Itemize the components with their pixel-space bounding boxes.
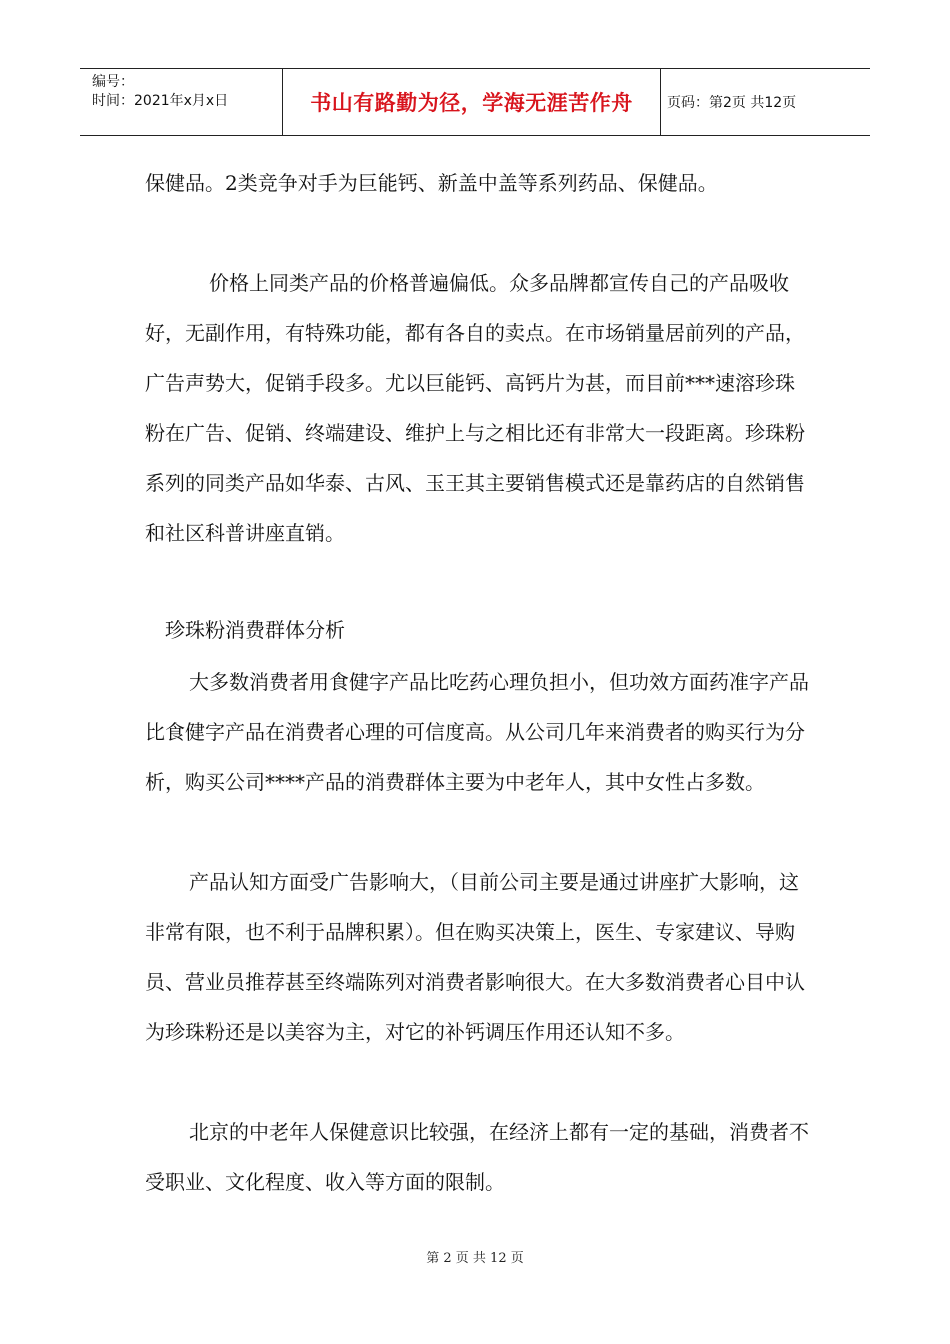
document-time-label: 时间：2021年x月x日 (92, 93, 229, 109)
header-table (80, 68, 870, 136)
header-page-info: 页码：第2页 共12页 (667, 95, 797, 111)
body-paragraph-2: 价格上同类产品的价格普遍偏低。众多品牌都宣传自己的产品吸收好，无副作用，有特殊功能，都有各自的卖点。在市场销量居前列的产品，广告声势大，促销手段多。尤以巨能钙、高钙片为甚，而目前***速溶珍珠粉在广告、促销、终端建设、维护上与之相比还有非常大一段距离。珍珠粉系列的同类产品如华泰、古风、玉王其主要销售模式还是靠药店的自然销售和社区科普讲座直销。 (145, 271, 805, 545)
body-paragraph-4: 产品认知方面受广告影响大，（目前公司主要是通过讲座扩大影响，这非常有限，也不利于品牌积累）。但在购买决策上，医生、专家建议、导购员、营业员推荐甚至终端陈列对消费者影响很大。在大多数消费者心目中认为珍珠粉还是以美容为主，对它的补钙调压作用还认知不多。 (145, 870, 805, 1044)
page-footer: 第 2 页 共 12 页 (426, 1251, 524, 1266)
body-paragraph-5: 北京的中老年人保健意识比较强，在经济上都有一定的基础，消费者不受职业、文化程度、收入等方面的限制。 (145, 1120, 809, 1194)
body-paragraph-1: 保健品。2类竞争对手为巨能钙、新盖中盖等系列药品、保健品。 (145, 171, 718, 195)
document-number-label: 编号： (92, 74, 134, 90)
header-meta-cell (80, 69, 283, 135)
section-title: 珍珠粉消费群体分析 (165, 618, 345, 642)
body-paragraph-3: 大多数消费者用食健字产品比吃药心理负担小，但功效方面药准字产品比食健字产品在消费者心理的可信度高。从公司几年来消费者的购买行为分析，购买公司****产品的消费群体主要为中老年人，其中女性占多数。 (145, 670, 809, 794)
header-motto: 书山有路勤为径，学海无涯苦作舟 (283, 69, 661, 135)
